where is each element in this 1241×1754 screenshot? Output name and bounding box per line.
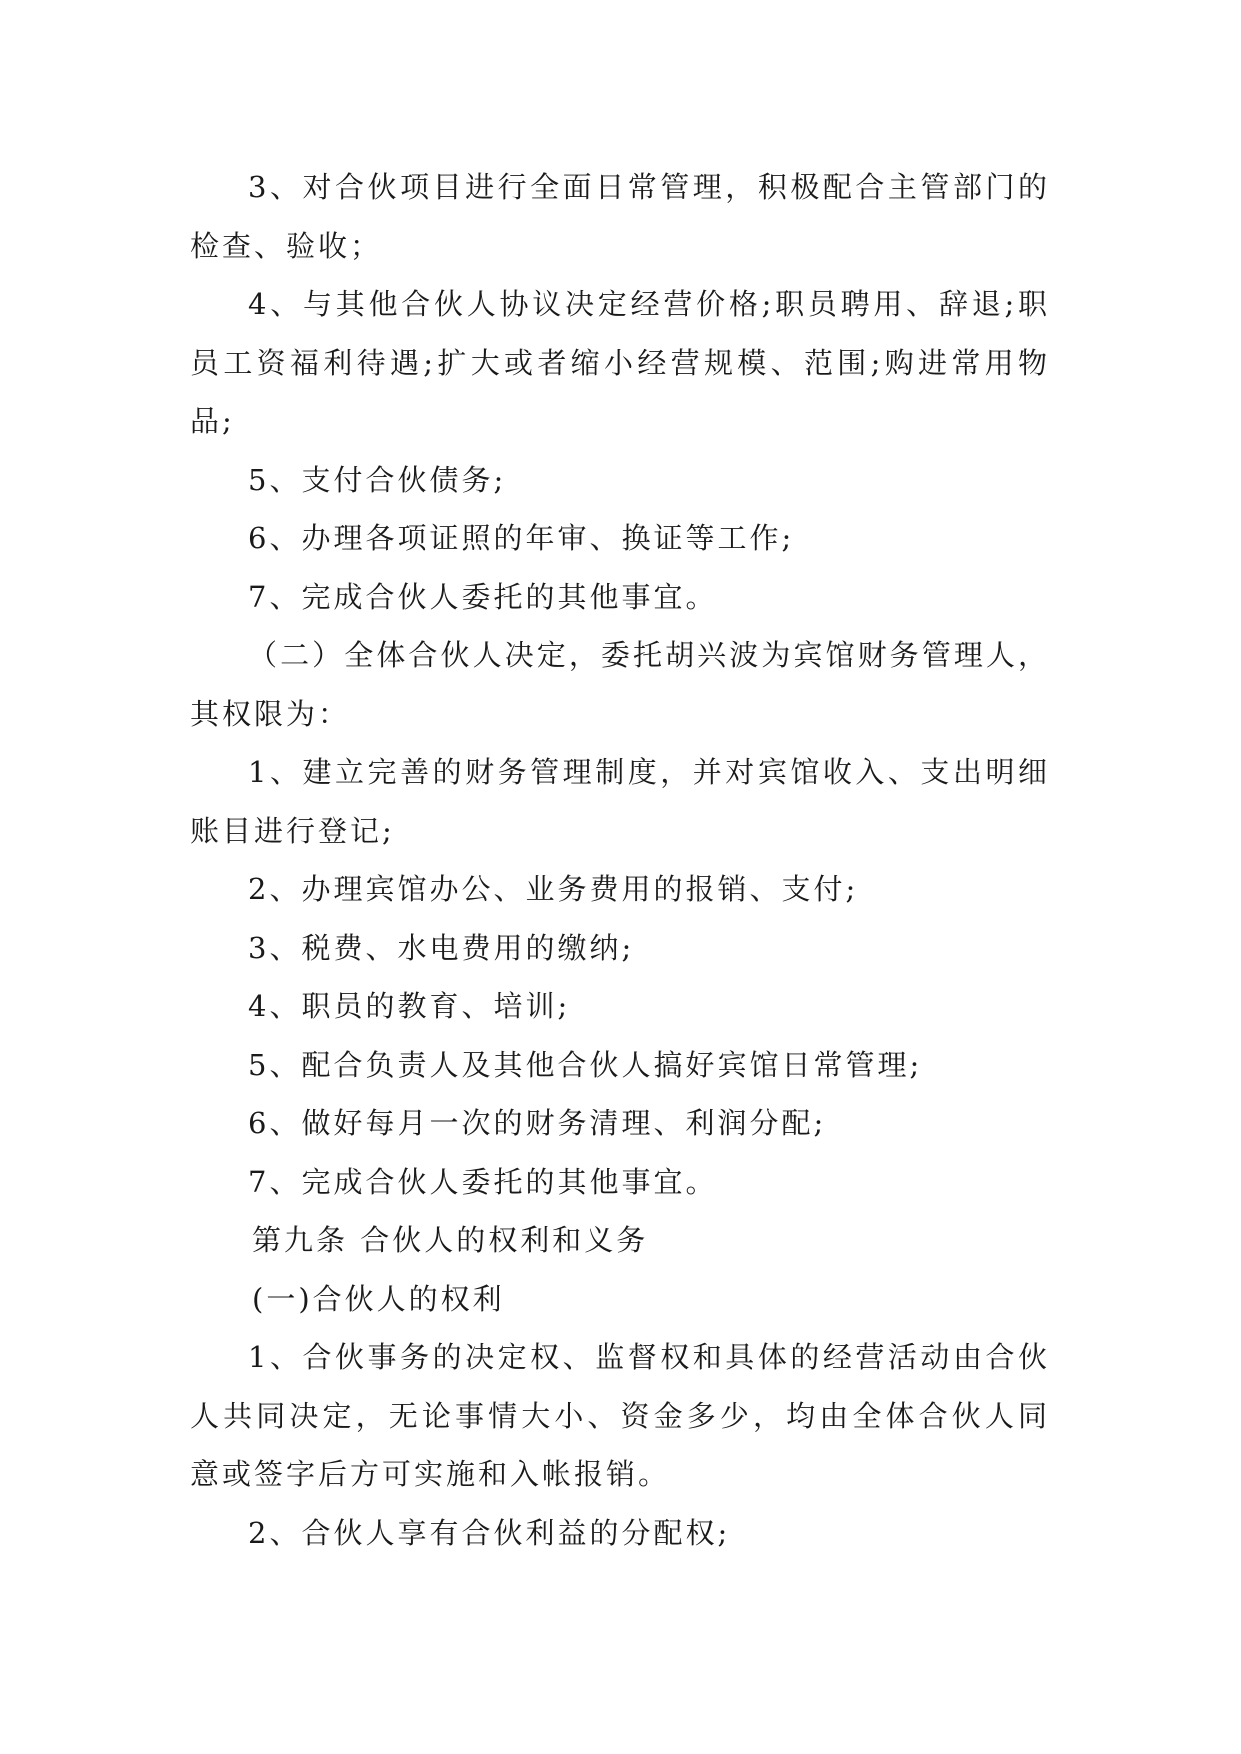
paragraph: 7、完成合伙人委托的其他事宜。 [248, 579, 718, 614]
paragraph: 1、合伙事务的决定权、监督权和具体的经营活动由合伙人共同决定，无论事情大小、资金多少，均由全体合伙人同意或签字后方可实施和入帐报销。 [190, 1340, 1050, 1491]
paragraph: 4、与其他合伙人协议决定经营价格;职员聘用、辞退;职员工资福利待遇;扩大或者缩小经营规模、范围;购进常用物品; [190, 287, 1050, 438]
paragraph: （二）全体合伙人决定，委托胡兴波为宾馆财务管理人，其权限为： [190, 638, 1050, 731]
paragraph: 3、对合伙项目进行全面日常管理，积极配合主管部门的检查、验收； [190, 170, 1050, 263]
paragraph: 2、办理宾馆办公、业务费用的报销、支付; [248, 872, 859, 906]
subsection-heading: (一)合伙人的权利 [252, 1281, 505, 1316]
paragraph: 5、配合负责人及其他合伙人搞好宾馆日常管理; [248, 1047, 923, 1082]
paragraph: 2、合伙人享有合伙利益的分配权; [248, 1515, 731, 1550]
paragraph: 4、职员的教育、培训; [248, 989, 571, 1023]
paragraph: 6、办理各项证照的年审、换证等工作; [248, 521, 795, 555]
document-body [190, 158, 1050, 1562]
paragraph: 7、完成合伙人委托的其他事宜。 [248, 1164, 718, 1199]
paragraph: 6、做好每月一次的财务清理、利润分配; [248, 1106, 827, 1140]
paragraph: 3、税费、水电费用的缴纳; [248, 930, 635, 965]
paragraph: 1、建立完善的财务管理制度，并对宾馆收入、支出明细账目进行登记; [190, 755, 1050, 848]
section-heading: 第九条 合伙人的权利和义务 [252, 1223, 649, 1257]
paragraph: 5、支付合伙债务; [248, 462, 507, 497]
